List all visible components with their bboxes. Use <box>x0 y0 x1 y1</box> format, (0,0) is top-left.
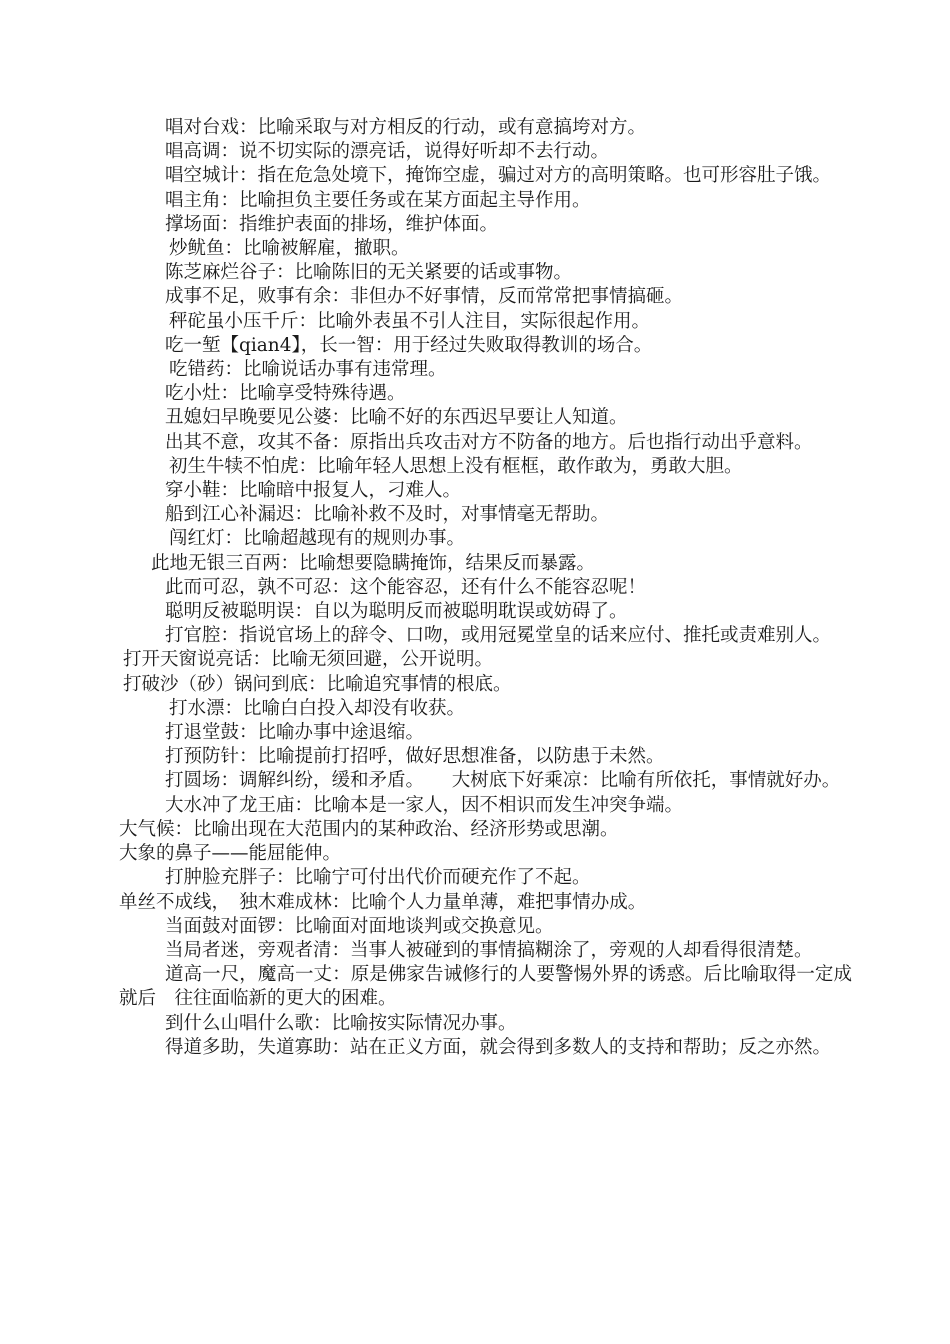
entry-chuanxiaoxie: 穿小鞋：比喻暗中报复人，刁难人。 <box>165 480 462 502</box>
entry-dakaitianchuang: 打开天窗说亮话：比喻无须回避，公开说明。 <box>123 649 494 671</box>
entry-chuandaojiangxin: 船到江心补漏迟：比喻补救不及时，对事情毫无帮助。 <box>165 504 610 526</box>
entry-changzhujiao: 唱主角：比喻担负主要任务或在某方面起主导作用。 <box>165 189 591 211</box>
entry-changkongchengji: 唱空城计：指在危急处境下，掩饰空虚，骗过对方的高明策略。也可形容肚子饿。 <box>165 165 832 187</box>
entry-dashuichongle: 大水冲了龙王庙：比喻本是一家人，因不相识而发生冲突争端。 <box>165 794 684 816</box>
idiom-list <box>119 116 852 1060</box>
entry-dangjuzhemi: 当局者迷，旁观者清：当事人被碰到的事情搞糊涂了，旁观的人却看得很清楚。 <box>165 939 813 961</box>
entry-daoshenmeshan: 到什么山唱什么歌：比喻按实际情况办事。 <box>165 1012 517 1034</box>
entry-dayufangzhen: 打预防针：比喻提前打招呼，做好思想准备，以防患于未然。 <box>165 746 665 768</box>
entry-cierkeren: 此而可忍，孰不可忍：这个能容忍，还有什么不能容忍呢！ <box>165 576 647 598</box>
entry-chenzhima: 陈芝麻烂谷子：比喻陈旧的无关紧要的话或事物。 <box>165 262 573 284</box>
entry-chengtuo: 秤砣虽小压千斤：比喻外表虽不引人注目，实际很起作用。 <box>169 310 651 332</box>
entry-changduitaixi: 唱对台戏：比喻采取与对方相反的行动，或有意搞垮对方。 <box>165 117 647 138</box>
entry-daxiangdebizi: 大象的鼻子——能屈能伸。 <box>119 843 342 865</box>
entry-congmingfanbei: 聪明反被聪明误：自以为聪明反而被聪明耽误或妨碍了。 <box>165 601 628 623</box>
entry-dashuipiao: 打水漂：比喻白白投入却没有收获。 <box>169 697 466 719</box>
entry-daguanqiang: 打官腔：指说官场上的辞令、口吻，或用冠冕堂皇的话来应付、推托或责难别人。 <box>165 625 832 647</box>
entry-cidiwuyin: 此地无银三百两：比喻想要隐瞒掩饰，结果反而暴露。 <box>151 552 596 574</box>
entry-dangmiangu: 当面鼓对面锣：比喻面对面地谈判或交换意见。 <box>165 915 554 937</box>
entry-dayuanchang: 打圆场：调解纠纷，缓和矛盾。 大树底下好乘凉：比喻有所依托，事情就好办。 <box>165 770 841 792</box>
entry-chicuoyao: 吃错药：比喻说话办事有违常理。 <box>169 359 447 381</box>
entry-daqihou: 大气候：比喻出现在大范围内的某种政治、经济形势或思潮。 <box>119 818 619 840</box>
entry-chiyiqian: 吃一堑【qian4】，长一智：用于经过失败取得教训的场合。 <box>165 334 653 356</box>
entry-datuitanggu: 打退堂鼓：比喻办事中途退缩。 <box>165 722 425 744</box>
entry-dedaoduozhu: 得道多助，失道寡助：站在正义方面，就会得到多数人的支持和帮助；反之亦然。 <box>165 1036 832 1058</box>
entry-chixiaozao: 吃小灶：比喻享受特殊待遇。 <box>165 383 406 405</box>
entry-chuanghongdeng: 闯红灯：比喻超越现有的规则办事。 <box>169 528 466 550</box>
entry-changgaodiao: 唱高调：说不切实际的漂亮话，说得好听却不去行动。 <box>165 141 610 163</box>
entry-daogaoyichi: 道高一尺，魔高一丈：原是佛家告诫修行的人要警惕外界的诱惑。后比喻取得一定成就后 往往面临新的更大的困难。 <box>119 964 852 1010</box>
entry-chengshibuzu: 成事不足，败事有余：非但办不好事情，反而常常把事情搞砸。 <box>165 286 684 308</box>
entry-chouxifu: 丑媳妇早晚要见公婆：比喻不好的东西迟早要让人知道。 <box>165 407 628 429</box>
entry-chaoyouyu: 炒鱿鱼：比喻被解雇，撤职。 <box>169 238 410 260</box>
entry-dansibuchengxian: 单丝不成线， 独木难成林：比喻个人力量单薄，难把事情办成。 <box>119 891 647 913</box>
entry-chushengniudu: 初生牛犊不怕虎：比喻年轻人思想上没有框框，敢作敢为，勇敢大胆。 <box>169 455 743 477</box>
entry-chengchangmian: 撑场面：指维护表面的排场，维护体面。 <box>165 213 499 235</box>
entry-dazhonglian: 打肿脸充胖子：比喻宁可付出代价而硬充作了不起。 <box>165 867 591 889</box>
entry-chuqibuyi: 出其不意，攻其不备：原指出兵攻击对方不防备的地方。后也指行动出乎意料。 <box>165 431 813 453</box>
entry-daposhaguo: 打破沙（砂）锅问到底：比喻追究事情的根底。 <box>123 673 512 695</box>
